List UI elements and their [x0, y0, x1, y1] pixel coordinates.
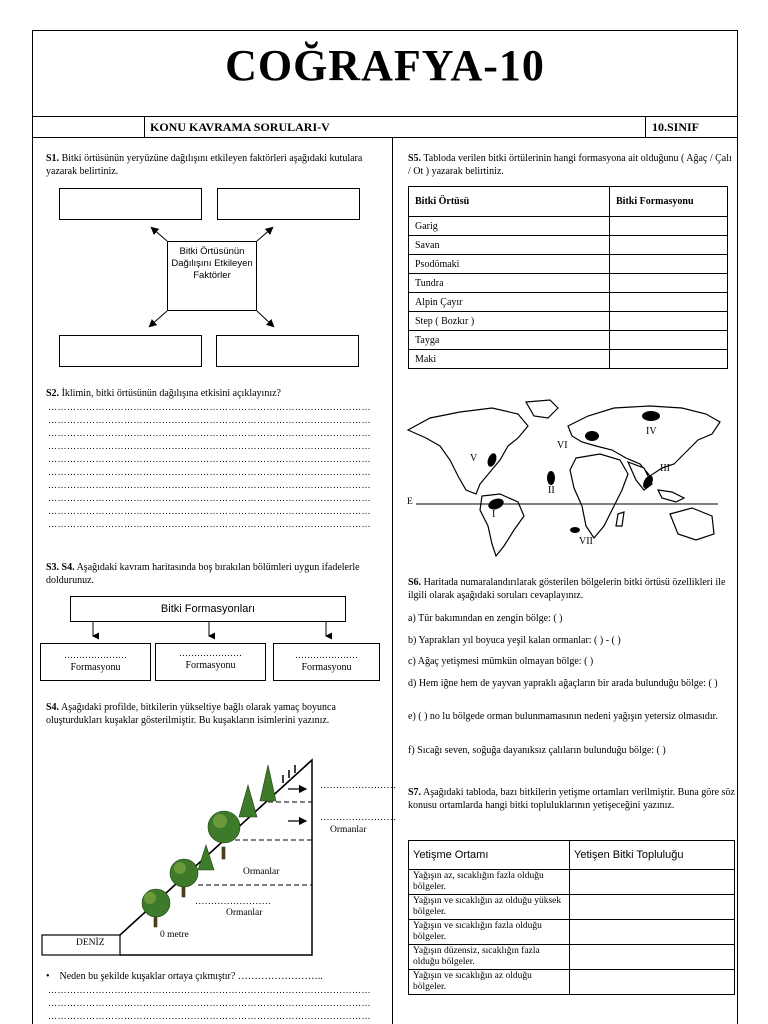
s7-col2: Yetişen Bitki Topluluğu — [570, 841, 735, 870]
map-region-VII: VII — [579, 536, 593, 547]
s7-col1: Yetişme Ortamı — [409, 841, 570, 870]
s1-answer-box-1[interactable] — [59, 188, 202, 220]
belt-label-3: Ormanlar — [330, 825, 367, 835]
column-divider — [392, 138, 393, 1024]
s5-col1: Bitki Örtüsü — [409, 187, 610, 217]
table-row: Maki — [409, 350, 728, 369]
s4-bullet-question: • Neden bu şekilde kuşaklar ortaya çıkmıştır? …………………….. — [46, 971, 323, 982]
map-region-IV: IV — [646, 426, 657, 437]
s6-item-c[interactable]: c) Ağaç yetişmesi mümkün olmayan bölge: ( ) — [408, 656, 594, 667]
table-row: Step ( Bozkır ) — [409, 312, 728, 331]
concept-map-leaf-2[interactable]: ………………… Formasyonu — [155, 643, 266, 681]
table-row: Tundra — [409, 274, 728, 293]
map-region-V: V — [470, 453, 478, 464]
concept-map-connectors — [40, 622, 380, 644]
table-row: Alpin Çayır — [409, 293, 728, 312]
concept-map-leaf-3[interactable]: ………………… Formasyonu — [273, 643, 380, 681]
s1-answer-box-4[interactable] — [216, 335, 359, 367]
concept-map-leaf-1[interactable]: ………………… Formasyonu — [40, 643, 151, 681]
s6-item-e[interactable]: e) ( ) no lu bölgede orman bulunmamasının nedeni yağışın yetersiz olmasıdır. — [408, 711, 718, 722]
subtitle-bar — [32, 116, 738, 138]
table-row: Yağışın ve sıcaklığın az olduğu bölgeler. — [409, 970, 735, 995]
page-title: COĞRAFYA-10 — [225, 41, 545, 90]
s7-table — [408, 840, 735, 995]
table-row: Savan — [409, 236, 728, 255]
sea-label: DENİZ — [76, 938, 105, 948]
s5-question: S5. Tabloda verilen bitki örtülerinin hangi formasyona ait olduğunu ( Ağaç / Çalı / Ot ) yazarak belirtiniz. — [408, 153, 732, 177]
s4-question: S4. Aşağıdaki profilde, bitkilerin yükseltiye bağlı olarak yamaç boyunca oluşturdukları kuşaklar gösterilmiştir. Bu kuşakların isimlerini yazınız. — [46, 702, 336, 726]
belt-label-2: Ormanlar — [243, 867, 280, 877]
table-row: Yağışın düzensiz, sıcaklığın fazla olduğu bölgeler. — [409, 945, 735, 970]
s6-item-a[interactable]: a) Tür bakımından en zengin bölge: ( ) — [408, 613, 563, 624]
table-row: Yağışın ve sıcaklığın fazla olduğu bölgeler. — [409, 920, 735, 945]
s1-center-box: Bitki Örtüsünün Dağılışını Etkileyen Faktörler — [167, 241, 257, 311]
map-region-III: III — [660, 463, 670, 474]
zero-meter-label: 0 metre — [160, 930, 189, 940]
map-region-II: II — [548, 485, 555, 496]
table-row: Garig — [409, 217, 728, 236]
belt-dots-3[interactable]: …………………… — [320, 813, 396, 823]
concept-map-root: Bitki Formasyonları — [70, 596, 346, 622]
belt-dots-1[interactable]: …………………… — [195, 897, 271, 907]
s6-item-f[interactable]: f) Sıcağı seven, soğuğa dayanıksız çalıların bulunduğu bölge: ( ) — [408, 745, 666, 756]
subtitle: KONU KAVRAMA SORULARI-V — [150, 120, 330, 134]
map-region-I: I — [492, 509, 496, 520]
table-row: Yağışın ve sıcaklığın az olduğu yüksek bölgeler. — [409, 895, 735, 920]
belt-label-1: Ormanlar — [226, 908, 263, 918]
s5-col2: Bitki Formasyonu — [610, 187, 728, 217]
map-region-VI: VI — [557, 440, 568, 451]
table-row: Yağışın az, sıcaklığın fazla olduğu bölgeler. — [409, 870, 735, 895]
belt-dots-2[interactable]: …………………… — [320, 781, 396, 791]
s7-question: S7. Aşağıdaki tabloda, bazı bitkilerin yetişme ortamları verilmiştir. Buna göre söz konusu ortamlarda hangi bitki topluluklarının yetişeceğini yazınız. — [408, 787, 735, 811]
s1-arrows — [140, 220, 280, 335]
table-row: Tayga — [409, 331, 728, 350]
world-map — [400, 398, 730, 558]
s3-question: S3. S4. Aşağıdaki kavram haritasında boş bırakılan bölümleri uygun ifadelerle doldurunuz. — [46, 562, 360, 586]
s6-item-d[interactable]: d) Hem iğne hem de yayvan yapraklı ağaçların bir arada bulunduğu bölge: ( ) — [408, 678, 718, 689]
s5-table — [408, 186, 728, 369]
grade-label: 10.SINIF — [652, 120, 700, 134]
s2-question: S2. İklimin, bitki örtüsünün dağılışına etkisini açıklayınız? — [46, 388, 281, 399]
equator-label: E — [407, 497, 413, 507]
s6-item-b[interactable]: b) Yaprakları yıl boyuca yeşil kalan ormanlar: ( ) - ( ) — [408, 635, 621, 646]
s1-question: S1. Bitki örtüsünün yeryüzüne dağılışını etkileyen faktörleri aşağıdaki kutulara yazarak belirtiniz. — [46, 153, 363, 177]
table-row: Psodömaki — [409, 255, 728, 274]
s6-question: S6. Haritada numaralandırılarak gösterilen bölgelerin bitki örtüsü özellikleri ile ilgili olarak aşağıdaki soruları cevaplayınız. — [408, 577, 726, 601]
s1-answer-box-3[interactable] — [59, 335, 202, 367]
s1-answer-box-2[interactable] — [217, 188, 360, 220]
